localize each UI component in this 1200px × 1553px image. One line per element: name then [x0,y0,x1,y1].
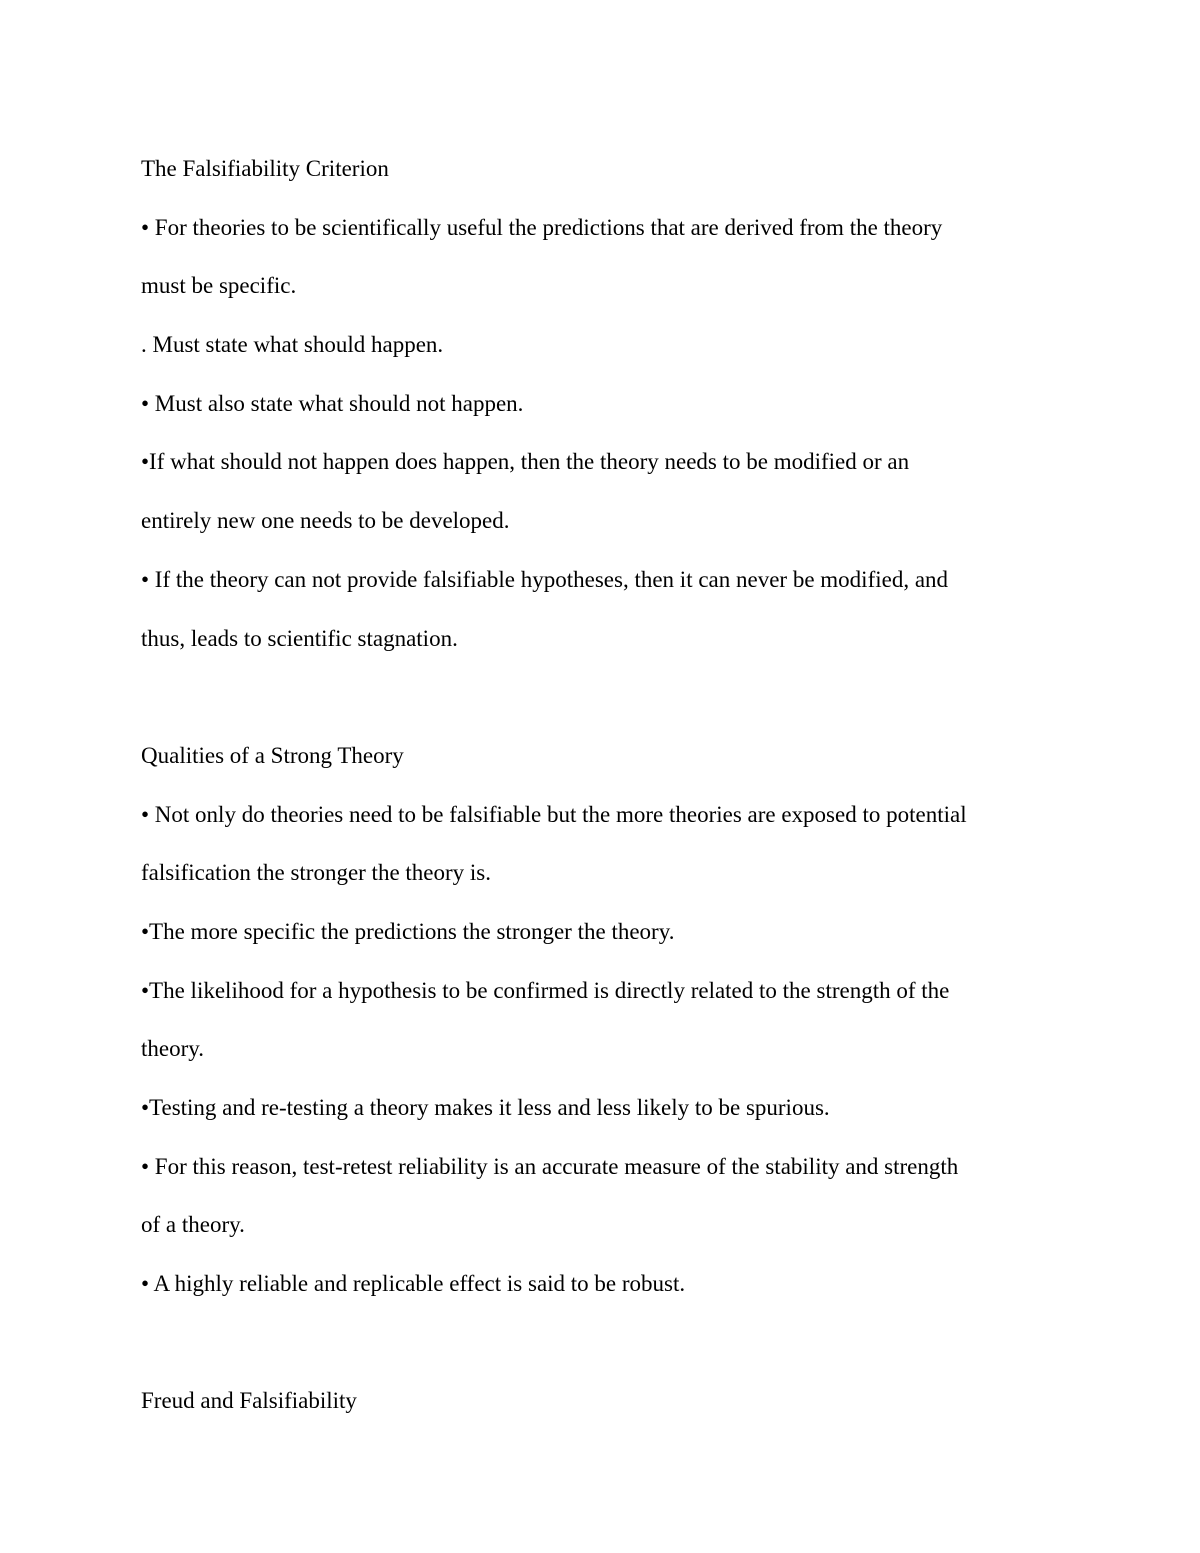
section-heading: Qualities of a Strong Theory [141,742,404,768]
bullet-line: • For this reason, test-retest reliability is an accurate measure of the stability and strength [141,1153,959,1179]
bullet-line: •The likelihood for a hypothesis to be confirmed is directly related to the strength of the [141,977,950,1003]
bullet-line: • Not only do theories need to be falsifiable but the more theories are exposed to potential [141,801,967,827]
bullet-line: thus, leads to scientific stagnation. [141,625,458,651]
bullet-line: •If what should not happen does happen, then the theory needs to be modified or an [141,449,910,475]
section-heading: Freud and Falsifiability [141,1388,357,1414]
blank-line [141,1314,1081,1373]
bullet-line: must be specific. [141,273,297,299]
section-heading: The Falsifiability Criterion [141,156,389,181]
bullet-line: •Testing and re-testing a theory makes it less and less likely to be spurious. [141,1095,830,1120]
bullet-line: falsification the stronger the theory is. [141,860,492,886]
document-body [141,140,1081,1431]
bullet-line: . Must state what should happen. [141,332,444,358]
blank-line [141,668,1081,727]
bullet-line: • If the theory can not provide falsifiable hypotheses, then it can never be modified, and [141,566,949,592]
bullet-line: entirely new one needs to be developed. [141,508,510,534]
bullet-line: • For theories to be scientifically useful the predictions that are derived from the theory [141,214,943,240]
bullet-line: • A highly reliable and replicable effect is said to be robust. [141,1271,686,1297]
bullet-line: of a theory. [141,1212,245,1238]
bullet-line: •The more specific the predictions the stronger the theory. [141,918,675,944]
bullet-line: • Must also state what should not happen. [141,390,524,416]
bullet-line: theory. [141,1036,205,1062]
